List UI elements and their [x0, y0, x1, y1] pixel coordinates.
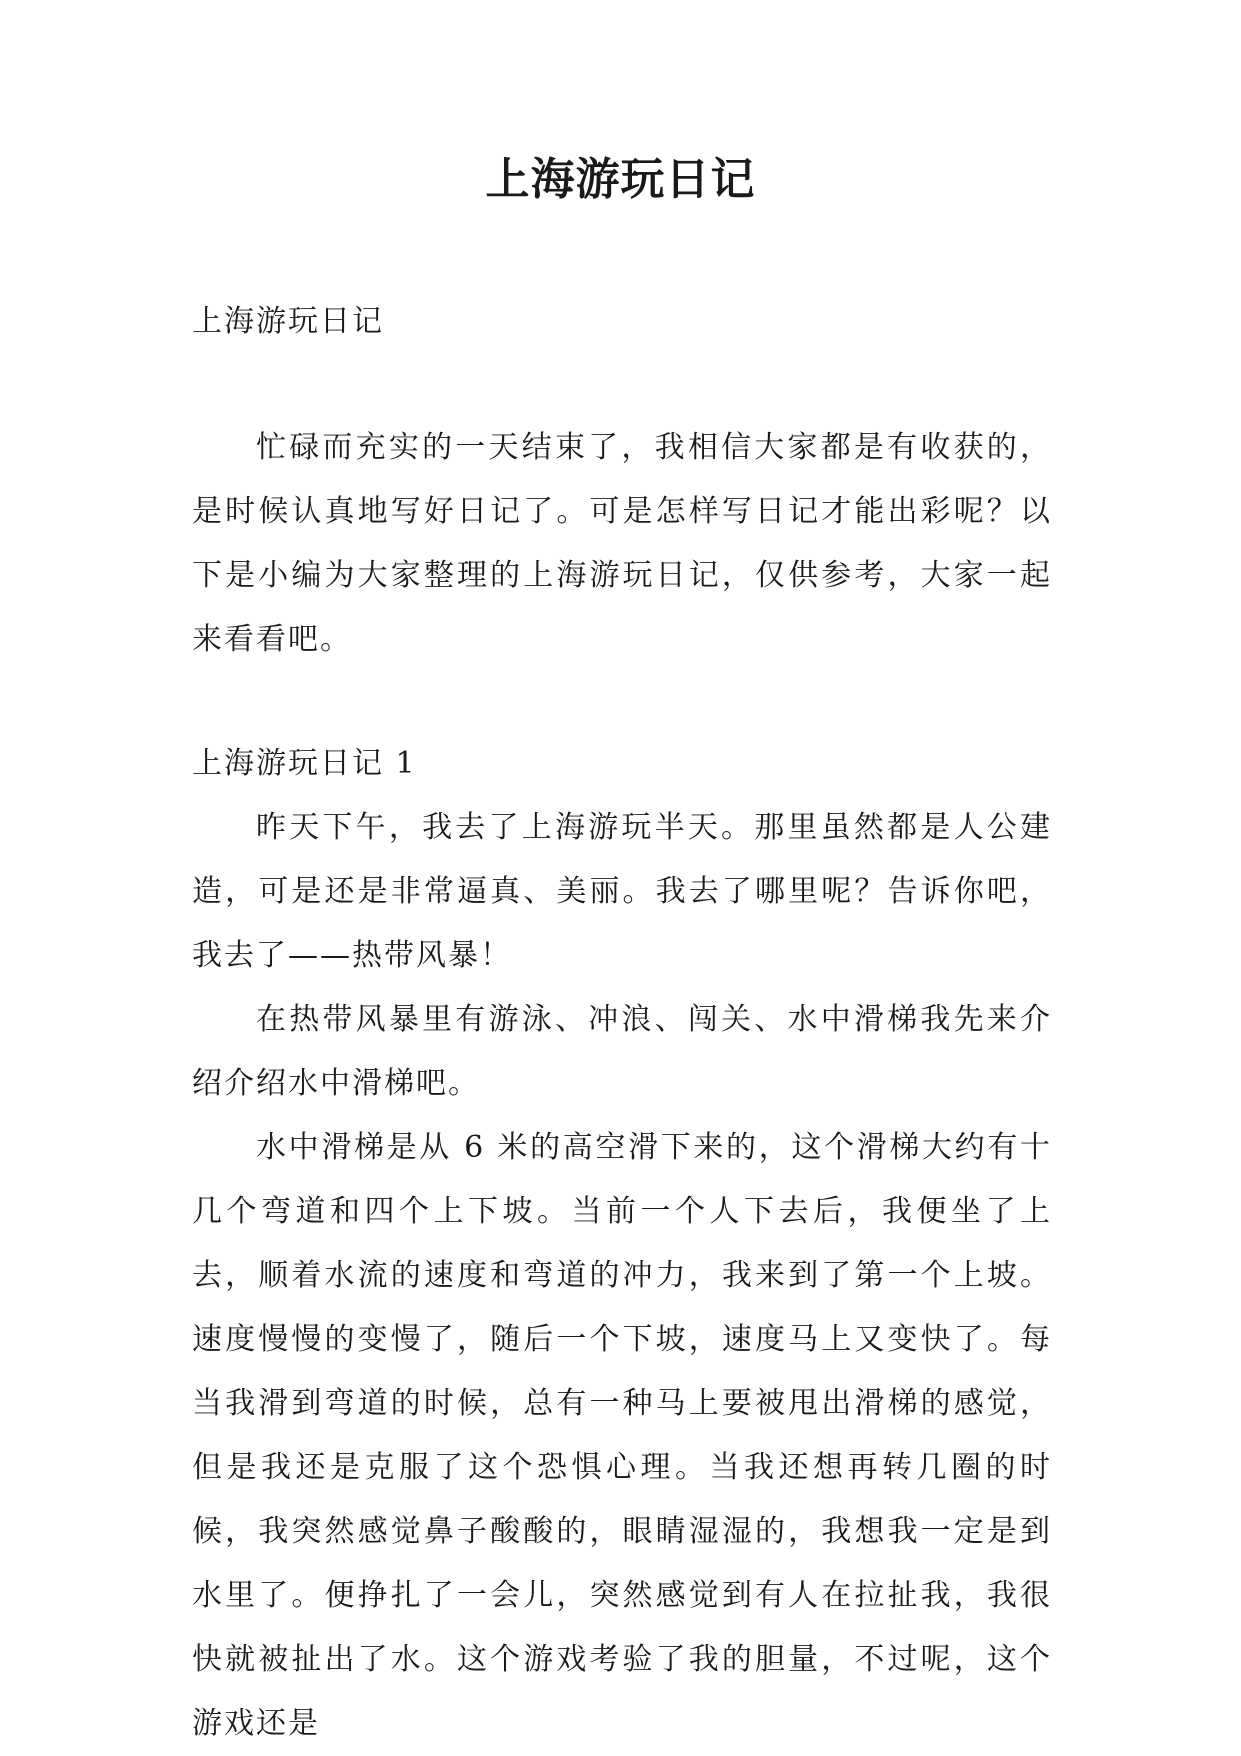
body-paragraph: 在热带风暴里有游泳、冲浪、闯关、水中滑梯我先来介绍介绍水中滑梯吧。	[192, 1002, 1052, 1101]
body-paragraph: 昨天下午，我去了上海游玩半天。那里虽然都是人公建造，可是还是非常逼真、美丽。我去了哪里呢？告诉你吧，我去了——热带风暴！	[192, 810, 1052, 973]
document-body	[192, 290, 1052, 1756]
spacer	[192, 354, 1052, 416]
body-paragraph: 水中滑梯是从 6 米的高空滑下来的，这个滑梯大约有十几个弯道和四个上下坡。当前一个人下去后，我便坐了上去，顺着水流的速度和弯道的冲力，我来到了第一个上坡。速度慢慢的变慢了，随后一个下坡，速度马上又变快了。每当我滑到弯道的时候，总有一种马上要被甩出滑梯的感觉，但是我还是克服了这个恐惧心理。当我还想再转几圈的时候，我突然感觉鼻子酸酸的，眼睛湿湿的，我想我一定是到水里了。便挣扎了一会儿，突然感觉到有人在拉扯我，我很快就被扯出了水。这个游戏考验了我的胆量，不过呢，这个游戏还是	[192, 1130, 1052, 1741]
document-title: 上海游玩日记	[485, 154, 756, 205]
intro-paragraph: 忙碌而充实的一天结束了，我相信大家都是有收获的，是时候认真地写好日记了。可是怎样写日记才能出彩呢？以下是小编为大家整理的上海游玩日记，仅供参考，大家一起来看看吧。	[192, 430, 1052, 657]
section-heading: 上海游玩日记 1	[192, 746, 417, 781]
spacer	[192, 672, 1052, 732]
document-subtitle: 上海游玩日记	[192, 304, 384, 339]
